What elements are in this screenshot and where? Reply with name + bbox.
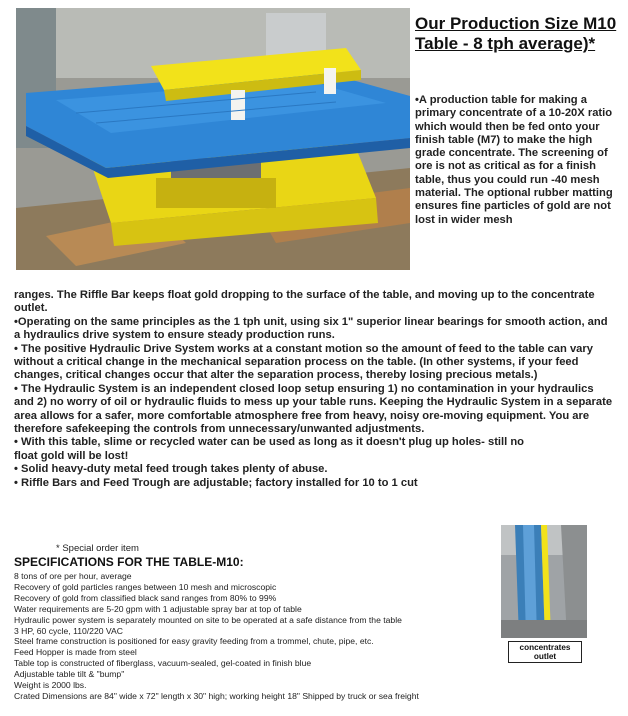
- specifications-heading: SPECIFICATIONS FOR THE TABLE-M10:: [14, 555, 244, 569]
- spec-item: 8 tons of ore per hour, average: [14, 571, 132, 581]
- spec-item: Table top is constructed of fiberglass, vacuum-sealed, gel-coated in finish blue: [14, 658, 312, 669]
- paragraph: •Operating on the same principles as the 1 tph unit, using six 1" superior linear bearings for smooth action, and a hydraulics drive system to ensure steady production runs.: [14, 315, 608, 342]
- spec-item: Steel frame construction is positioned for easy gravity feeding from a trommel, chute, pipe, etc.: [14, 636, 374, 647]
- paragraph: ranges. The Riffle Bar keeps float gold dropping to the surface of the table, and moving up to the concentrate outlet.: [14, 289, 595, 315]
- intro-paragraph: •A production table for making a primary concentrate of a 10-20X ratio which would then be fed onto your finish table (M7) to make the high grade concentrate. The screening of ore is not as critical as for a finish table, thus you could run -40 mesh material. The optional rubber matting ensures fine particles of gold are not lost in wider mesh: [415, 94, 613, 226]
- paragraph: • Riffle Bars and Feed Trough are adjustable; factory installed for 10 to 1 cut: [14, 476, 418, 489]
- spec-item: 3 HP, 60 cycle, 110/220 VAC: [14, 625, 123, 636]
- spec-item: Recovery of gold from classified black sand ranges from 80% to 99%: [14, 592, 277, 603]
- paragraph: • The positive Hydraulic Drive System works at a constant motion so the amount of feed to the table can vary without a critical change in the mechanical separation process on the table. (In other systems, if your feed changes, critical changes occur that alter the separation process, thereby losing precious metals.): [14, 342, 593, 382]
- paragraph: • The Hydraulic System is an independent closed loop setup ensuring 1) no contamination in your hydraulics and 2) no worry of oil or hydraulic fluids to mess up your table runs. Keeping the Hydraulic System in a separate area allows for a safer, more comfortable atmosphere free from heavy, noisy ore-moving equipment. You are therefore safekeeping the controls from unnecessary/unwanted adjustments.: [14, 382, 613, 436]
- spec-item: Feed Hopper is made from steel: [14, 647, 137, 658]
- specifications-list: [14, 571, 504, 702]
- paragraph: • Solid heavy-duty metal feed trough takes plenty of abuse.: [14, 463, 328, 476]
- spec-item: Adjustable table tilt & "bump": [14, 669, 125, 680]
- outlet-photo-graphic: [501, 525, 587, 638]
- spec-item: Crated Dimensions are 84" wide x 72" length x 30" high; working height 18" Shipped by truck or sea freight: [14, 690, 419, 701]
- table-photo-graphic: [16, 8, 410, 270]
- spec-item: Water requirements are 5-20 gpm with 1 adjustable spray bar at top of table: [14, 603, 302, 614]
- spec-item: Weight is 2000 lbs.: [14, 680, 87, 691]
- outlet-photo: [501, 525, 587, 638]
- footnote: * Special order item: [56, 543, 139, 554]
- spec-item: Recovery of gold particles ranges between 10 mesh and microscopic: [14, 581, 277, 592]
- outlet-caption: concentrates outlet: [508, 641, 582, 663]
- body-text: [14, 289, 614, 490]
- spec-item: Hydraulic power system is separately mounted on site to be operated at a safe distance from the table: [14, 614, 402, 625]
- page-title: Our Production Size M10 Table - 8 tph average)*: [415, 14, 617, 53]
- table-photo: [16, 8, 410, 270]
- paragraph: • With this table, slime or recycled water can be used as long as it doesn't plug up holes- still no float gold will be lost!: [14, 436, 525, 462]
